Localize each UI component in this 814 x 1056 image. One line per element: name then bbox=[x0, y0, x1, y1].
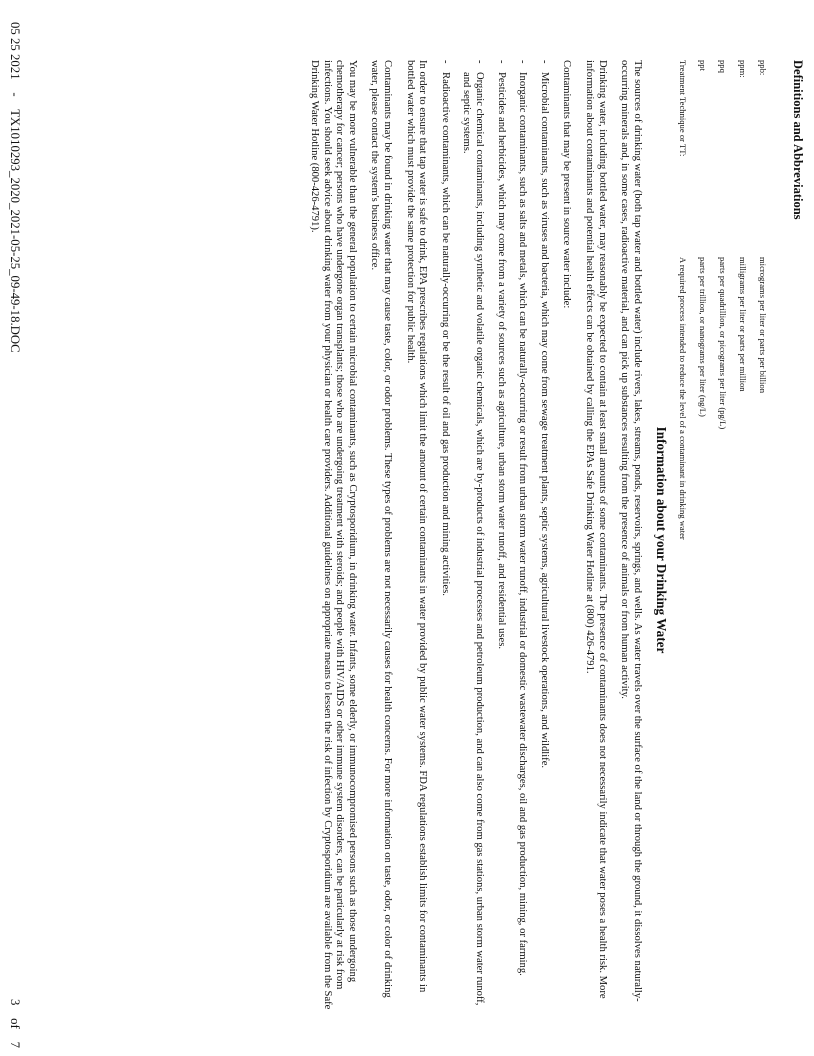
definition-desc: micrograms per liter or parts per billion bbox=[758, 257, 769, 394]
list-item: - Organic chemical contaminants, including synthetic and volatile organic chemicals, which are by-products of industrial processes and petroleum production, and can also come from gas stations, urban storm water runoff, and septic systems. bbox=[461, 60, 486, 1006]
definition-term: ppb: bbox=[758, 60, 769, 76]
definition-row bbox=[689, 60, 709, 1020]
definitions-heading: Definitions and Abbreviations bbox=[791, 60, 805, 220]
definition-desc: parts per quadrillion, or picograms per liter (pg/L) bbox=[718, 257, 729, 430]
list-item: - Microbial contaminants, such as viruses and bacteria, which may come from sewage treatment plants, septic systems, agricultural livestock operations, and wildlife. bbox=[538, 60, 550, 769]
definition-row bbox=[749, 60, 769, 1020]
definition-desc: A required process intended to reduce the level of a contaminant in drinking water bbox=[678, 257, 689, 540]
definition-row bbox=[669, 60, 689, 1020]
definition-row bbox=[729, 60, 749, 1020]
definition-desc: milligrams per liter or parts per million bbox=[738, 257, 749, 392]
paragraph-contaminants-intro: Contaminants that may be present in source water include: bbox=[561, 60, 573, 309]
definition-term: ppt bbox=[698, 60, 709, 71]
list-item: - Pesticides and herbicides, which may come from a variety of sources such as agriculture, urban storm water runoff, and residential uses. bbox=[495, 60, 507, 649]
paragraph-epa-regulations: In order to ensure that tap water is safe to drink, EPA prescribes regulations which limit the amount of certain contaminants in water provided by public water systems. FDA regulations establish limits for contaminants in bottled water which must provide the same protection for public health. bbox=[404, 60, 429, 993]
paragraph-bottled-water: Drinking water, including bottled water, may reasonably be expected to contain at least small amounts of some contaminants. The presence of contaminants does not necessarily indicate that water poses a health risk. More information about contaminants and potential health effects can be obtained by calling the EPAs Safe Drinking Water Hotline at (800) 426-4791. bbox=[584, 60, 608, 999]
footer-page-number: 3 of 7 bbox=[8, 998, 22, 1048]
page-content bbox=[298, 60, 804, 1020]
list-item-text: Organic chemical contaminants, including synthetic and volatile organic chemicals, which are by-products of industrial processes and petroleum production, and can also come from gas stations, urban storm water runoff, and septic systems. bbox=[461, 72, 486, 1006]
definition-term: ppq bbox=[718, 60, 729, 73]
list-item-text: Radioactive contaminants, which can be naturally-occurring or be the result of oil and gas production and mining activities. bbox=[439, 72, 451, 596]
list-item-text: Microbial contaminants, such as viruses and bacteria, which may come from sewage treatment plants, septic systems, agricultural livestock operations, and wildlife. bbox=[538, 72, 550, 769]
footer-document-id: 05 25 2021 - TX1010293_2020_2021-05-25_09-49-18.DOC bbox=[8, 22, 22, 353]
paragraph-sources: The sources of drinking water (both tap water and bottled water) include rivers, lakes, streams, ponds, reservoirs, springs, and wells. As water travels over the surface of the land or through the ground, it dissolves naturally-occurring minerals and, in some cases, radioactive material, and can pick up substances resulting from the presence of animals or from human activity. bbox=[619, 60, 643, 1002]
contaminant-list bbox=[438, 60, 550, 1020]
definition-desc: parts per trillion, or nanograms per liter (ng/L) bbox=[698, 257, 709, 417]
list-item-text: Inorganic contaminants, such as salts and metals, which can be naturally-occurring or result from urban storm water runoff, industrial or domestic wastewater discharges, oil and gas production, mining, or farming. bbox=[517, 72, 529, 976]
definition-term: Treatment Technique or TT: bbox=[678, 60, 689, 157]
paragraph-vulnerable-populations: You may be more vulnerable than the general population to certain microbial contaminants, such as Cryptosporidium, in drinking water. Infants, some elderly, or immunocompromised persons such as those undergoing chemotherapy for cancer; persons who have undergone organ transplants; those who are undergoing treatment with steroids; and people with HIV/AIDS or other immune system disorders, can be particularly at risk from infections. You should seek advice about drinking water from your physician or health care providers. Additional guidelines on appropriate means to lessen the risk of infection by Cryptosporidium are available from the Safe Drinking Water Hotline (800-426-4791). bbox=[309, 60, 358, 1010]
list-item: - Inorganic contaminants, such as salts and metals, which can be naturally-occurring or result from urban storm water runoff, industrial or domestic wastewater discharges, oil and gas production, mining, or farming. bbox=[517, 60, 529, 976]
list-item-text: Pesticides and herbicides, which may come from a variety of sources such as agriculture, urban storm water runoff, and residential uses. bbox=[495, 72, 507, 649]
paragraph-taste-odor: Contaminants may be found in drinking water that may cause taste, color, or odor problems. These types of problems are not necessarily causes for health concerns. For more information on taste, odor, or color of drinking water, please contact the system's business office. bbox=[369, 60, 394, 998]
definition-row bbox=[709, 60, 729, 1020]
info-title: Information about your Drinking Water bbox=[654, 426, 670, 654]
list-item: - Radioactive contaminants, which can be naturally-occurring or be the result of oil and gas production and mining activities. bbox=[439, 60, 451, 596]
definition-term: ppm: bbox=[738, 60, 749, 78]
page-footer bbox=[2, 0, 22, 1056]
